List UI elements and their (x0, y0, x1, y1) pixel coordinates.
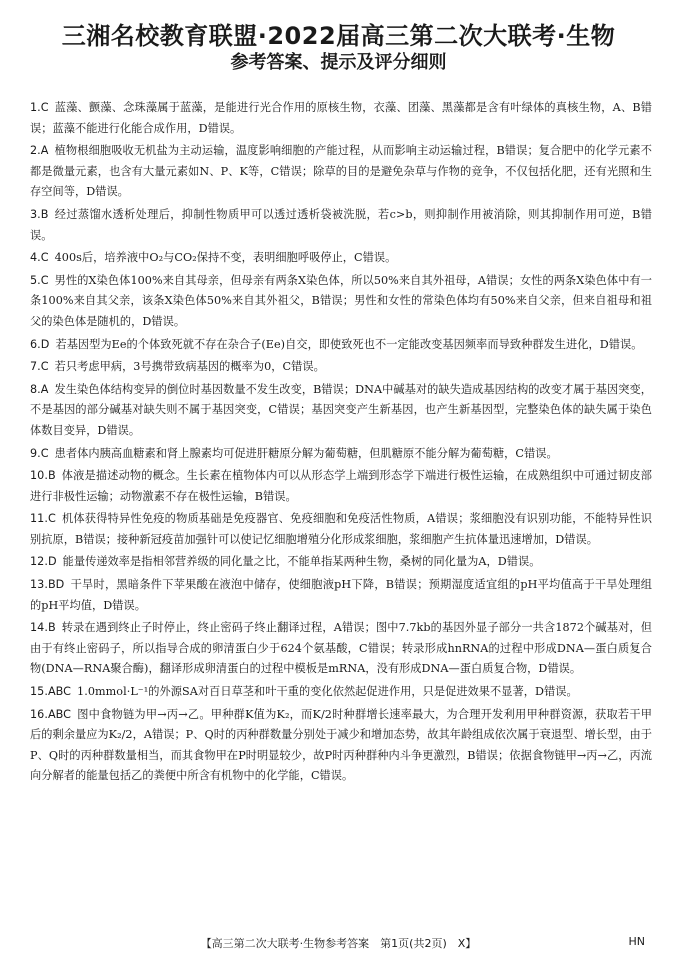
answer-number: 1.C (30, 101, 49, 114)
page-title: 三湘名校教育联盟·2022届高三第二次大联考·生物 (61, 22, 616, 50)
answer-number: 13.BD (30, 578, 65, 592)
answer-text: 400s后，培养液中O₂与CO₂保持不变，表明细胞呼吸停止，C错误。 (54, 251, 397, 265)
answer-number: 9.C (30, 446, 49, 460)
answer-item-16 (30, 705, 652, 787)
answer-text: 能量传递效率是指相邻营养级的同化量之比，不能单指某两种生物，桑树的同化量为A，D错误。 (62, 555, 541, 569)
answer-item-12 (30, 552, 652, 573)
answer-number: 14.B (30, 621, 56, 635)
answer-number: 6.D (30, 337, 50, 351)
answer-item-5 (30, 271, 652, 333)
answer-number: 15.ABC (30, 685, 72, 699)
answer-item-14 (30, 618, 652, 680)
answer-text: 植物根细胞吸收无机盐为主动运输，温度影响细胞的产能过程，从而影响主动运输过程，B错误；复合肥中的化学元素不都是微量元素，也含有大量元素如N、P、K等，C错误；除草的目的是避免杂草与作物的竞争，不仅包括化肥，还有光照和生存空间等，D错误。 (30, 144, 652, 199)
page-subtitle: 参考答案、提示及评分细则 (230, 52, 447, 73)
answer-text: 若只考虑甲病，3号携带致病基因的概率为0，C错误。 (54, 360, 325, 374)
answer-item-10 (30, 466, 652, 507)
answer-text: 图中食物链为甲→丙→乙。甲种群K值为K₂，而K/2时种群增长速率最大，为合理开发利用甲种群资源，获取若干甲后的剩余量应为K₂/2，A错误；P、Q时的丙种群数量分别处于减少和增加态势，故其年龄组成依次属于衰退型、增长型，由于P、Q时的丙种群数量相当，而其食物甲在P时明显较少，故P时丙种群种内斗争更激烈，B错误；依据食物链甲→丙→乙，丙流向分解者的能量包括乙的粪便中所含有机物中的化学能，C错误。 (30, 707, 652, 783)
answer-item-15 (30, 682, 652, 703)
answer-item-1 (30, 98, 652, 139)
answer-text: 干旱时，黑暗条件下苹果酸在液泡中储存，使细胞液pH下降，B错误；预期湿度适宜组的pH平均值高于干旱处理组的pH平均值，D错误。 (30, 578, 652, 612)
answer-number: 12.D (30, 555, 57, 569)
answer-number: 11.C (30, 512, 56, 526)
answer-number: 2.A (30, 144, 49, 158)
answer-number: 16.ABC (30, 707, 72, 721)
answer-item-9 (30, 444, 652, 465)
footer-page-info: 【高三第二次大联考·生物参考答案 第1页(共2页) X】 (200, 937, 477, 950)
answer-text: 患者体内胰高血糖素和肾上腺素均可促进肝糖原分解为葡萄糖，但肌糖原不能分解为葡萄糖，C错误。 (54, 446, 558, 460)
answer-number: 3.B (30, 207, 49, 221)
answer-number: 5.C (30, 273, 49, 287)
answer-text: 若基因型为Ee的个体致死就不存在杂合子(Ee)自交，即使致死也不一定能改变基因频率而导致种群发生进化，D错误。 (55, 337, 643, 351)
answer-text: 机体获得特异性免疫的物质基础是免疫器官、免疫细胞和免疫活性物质，A错误；浆细胞没有识别功能，不能特异性识别抗原，B错误；接种新冠疫苗加强针可以使记忆细胞增殖分化形成浆细胞，浆细胞产生抗体量迅速增加，D错误。 (30, 512, 652, 546)
answer-text: 转录在遇到终止子时停止，终止密码子终止翻译过程，A错误；图中7.7kb的基因外显子部分一共含1872个碱基对，但由于有终止密码子，所以指导合成的卵清蛋白少于624个氨基酸，C错误；转录形成hnRNA的过程中形成DNA—蛋白质复合物(DNA—RNA聚合酶)，翻译形成卵清蛋白的过程中模板是mRNA，没有形成DNA—蛋白质复合物，D错误。 (30, 621, 652, 676)
answer-item-4 (30, 248, 652, 269)
answer-item-13 (30, 575, 652, 616)
answer-item-11 (30, 509, 652, 550)
answer-text: 男性的X染色体100%来自其母亲，但母亲有两条X染色体，所以50%来自其外祖母，A错误；女性的两条X染色体中有一条100%来自其父亲，该条X染色体50%来自其外祖父，B错误；男性和女性的常染色体均有50%来自父亲，但来自祖母和祖父的染色体是随机的，D错误。 (30, 273, 652, 328)
answer-number: 10.B (30, 469, 56, 483)
answer-text: 1.0mmol·L⁻¹的外源SA对百日草茎和叶干重的变化依然起促进作用，只是促进效果不显著，D错误。 (77, 685, 578, 699)
answer-text: 体液是描述动物的概念。生长素在植物体内可以从形态学上端到形态学下端进行极性运输，在成熟组织中可通过韧皮部进行非极性运输；动物激素不存在极性运输，B错误。 (30, 469, 652, 503)
answer-number: 7.C (30, 360, 49, 374)
answer-item-2 (30, 141, 652, 203)
footer-region-code: HN (628, 935, 645, 948)
answer-item-3 (30, 205, 652, 246)
answer-number: 8.A (30, 382, 49, 396)
answer-item-7 (30, 357, 652, 378)
page-footer (0, 935, 677, 953)
answer-item-8 (30, 380, 652, 442)
answer-text: 经过蒸馏水透析处理后，抑制性物质甲可以透过透析袋被洗脱，若c>b，则抑制作用被消除，则其抑制作用可逆，B错误。 (30, 207, 652, 242)
answer-text: 发生染色体结构变异的倒位时基因数量不发生改变，B错误；DNA中碱基对的缺失造成基因结构的改变才属于基因突变，不是基因的部分碱基对缺失则不属于基因突变，C错误；基因突变产生新基因，也产生新基因型，完整染色体的缺失属于染色体数目变异，D错误。 (30, 382, 652, 437)
answer-item-6 (30, 335, 652, 356)
answer-text: 蓝藻、颤藻、念珠藻属于蓝藻，是能进行光合作用的原核生物，衣藻、团藻、黑藻都是含有叶绿体的真核生物，A、B错误；蓝藻不能进行化能合成作用，D错误。 (30, 101, 652, 135)
answer-number: 4.C (30, 251, 49, 265)
answer-list (30, 98, 652, 789)
